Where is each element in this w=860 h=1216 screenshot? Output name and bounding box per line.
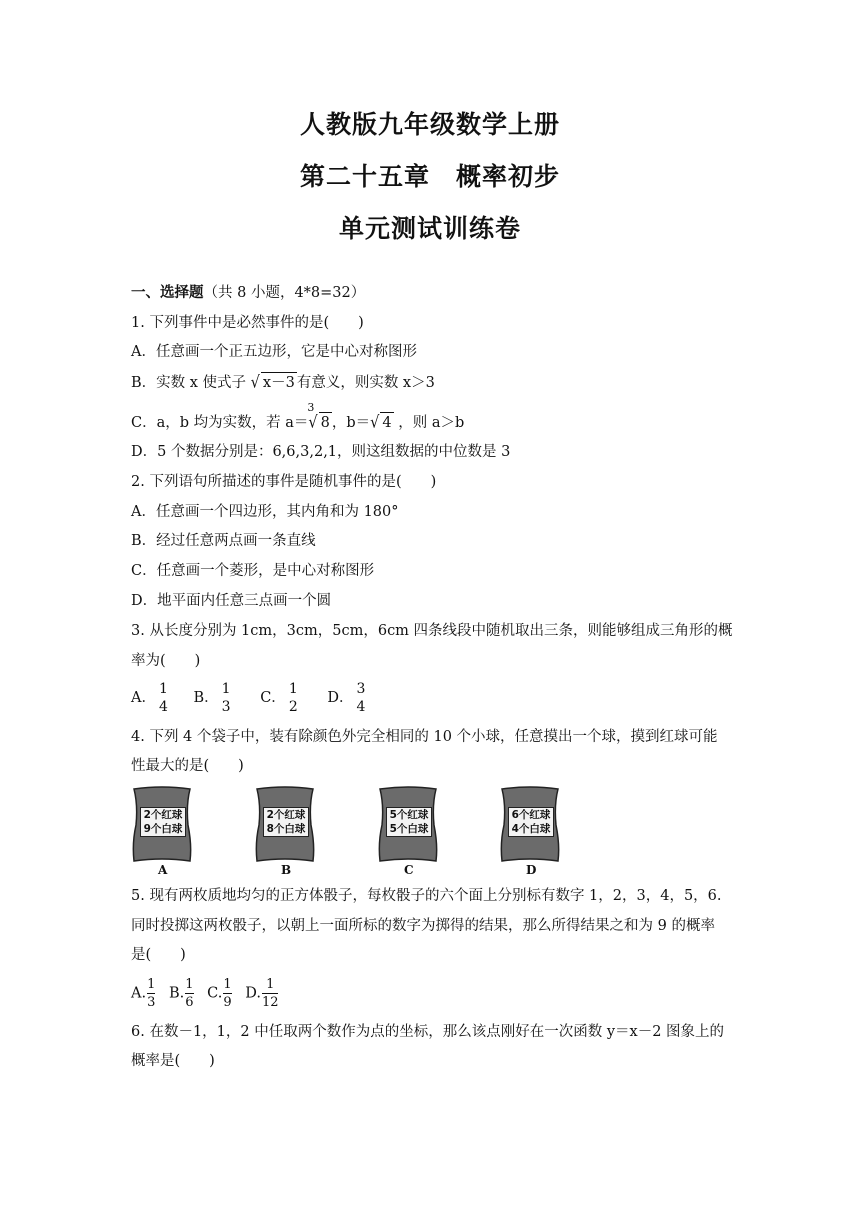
bag-d-letter: D — [526, 863, 537, 877]
bag-d-label: 6个红球 4个白球 — [508, 807, 554, 837]
bag-a — [130, 785, 194, 867]
q5-option-a: A. $\frac{1}{3}$ — [131, 977, 156, 1010]
q1-c-root-index: 3 — [307, 401, 315, 414]
q5-stem-line2: 同时投掷这两枚骰子，以朝上一面所标的数字为掷得的结果，那么所得结果之和为 9 的概率 — [131, 918, 715, 934]
bag-c-letter: C — [404, 863, 414, 877]
fraction: 1 3 — [221, 681, 231, 715]
q3-stem-line1: 3. 从长度分别为 1cm，3cm，5cm，6cm 四条线段中随机取出三条，则能够组成三角形的概 — [131, 623, 733, 639]
q2-option-d: D．地平面内任意三点画一个圆 — [131, 593, 332, 609]
q4-stem-line2: 性最大的是( ) — [131, 758, 244, 774]
bag-c-label: 5个红球 5个白球 — [386, 807, 432, 837]
q1-c-radicand2: 4 — [380, 412, 393, 433]
fraction: 1 2 — [288, 681, 298, 715]
q1-b-post: 有意义，则实数 x＞3 — [296, 375, 435, 391]
bag-a-label: 2个红球 9个白球 — [140, 807, 186, 837]
q2-option-c: C．任意画一个菱形，是中心对称图形 — [131, 563, 375, 579]
q1-option-b — [131, 372, 435, 393]
radical-sign: √ — [370, 413, 380, 433]
radical-sign: √ — [250, 373, 260, 393]
q3-options — [131, 680, 368, 716]
q3-stem-line2: 率为( ) — [131, 653, 201, 669]
bag-c — [376, 785, 440, 867]
q2-stem: 2. 下列语句所描述的事件是随机事件的是( ) — [131, 474, 437, 490]
q1-b-pre: B．实数 x 使式子 — [131, 375, 251, 391]
q5-stem-line1: 5. 现有两枚质地均匀的正方体骰子，每枚骰子的六个面上分别标有数字 1，2，3，4，5，6. — [131, 888, 722, 904]
fraction: $\frac{1}{9}$ — [223, 977, 232, 1010]
q3-option-d: D． 3 4 — [327, 681, 366, 715]
fraction: $\frac{1}{3}$ — [147, 977, 156, 1010]
q1-stem: 1. 下列事件中是必然事件的是( ) — [131, 315, 364, 331]
bag-d — [498, 785, 562, 867]
q3-option-a: A． 1 4 — [131, 681, 168, 715]
q1-c-pre: C．a，b 均为实数，若 a＝ — [131, 415, 309, 431]
radical-sign: √ — [308, 413, 318, 433]
q3-option-c: C． 1 2 — [260, 681, 298, 715]
q5-options — [131, 976, 279, 1011]
q4-stem-line1: 4. 下列 4 个袋子中，装有除颜色外完全相同的 10 个小球，任意摸出一个球，摸到红球可能 — [131, 729, 718, 745]
chapter-title: 第二十五章 概率初步 — [299, 162, 560, 191]
bag-b — [253, 785, 317, 867]
q1-option-d: D．5 个数据分别是：6,6,3,2,1，则这组数据的中位数是 3 — [131, 444, 511, 460]
test-title: 单元测试训练卷 — [338, 214, 521, 243]
q1-c-cuberoot — [307, 401, 331, 433]
q1-option-a: A．任意画一个正五边形，它是中心对称图形 — [131, 344, 417, 360]
fraction: $\frac{1}{6}$ — [185, 977, 194, 1010]
q1-option-c — [131, 401, 465, 433]
q1-c-post: ，则 a＞b — [393, 415, 465, 431]
q5-option-d: D. $\frac{1}{12}$ — [245, 977, 279, 1010]
section-heading-note: （共 8 小题，4*8=32） — [203, 285, 366, 301]
bag-b-label: 2个红球 8个白球 — [263, 807, 309, 837]
q6-stem-line2: 概率是( ) — [131, 1053, 215, 1069]
q6-stem-line1: 6. 在数－1，1，2 中任取两个数作为点的坐标，那么该点刚好在一次函数 y＝x－2 图象上的 — [131, 1024, 725, 1040]
fraction: 3 4 — [356, 681, 366, 715]
section-heading — [131, 283, 365, 303]
q2-option-b: B．经过任意两点画一条直线 — [131, 533, 316, 549]
q1-c-mid: ，b＝ — [331, 415, 371, 431]
bag-b-letter: B — [281, 863, 292, 877]
q1-c-radicand1: 8 — [319, 412, 332, 433]
q2-option-a: A．任意画一个四边形，其内角和为 180° — [131, 504, 399, 520]
bag-a-letter: A — [158, 863, 168, 877]
section-heading-label: 一、选择题 — [131, 285, 204, 301]
q5-option-b: B. $\frac{1}{6}$ — [168, 977, 194, 1010]
q5-option-c: C. $\frac{1}{9}$ — [207, 977, 232, 1010]
fraction: 1 4 — [158, 681, 168, 715]
q3-option-b: B． 1 3 — [193, 681, 231, 715]
fraction: $\frac{1}{12}$ — [261, 977, 279, 1010]
q5-stem-line3: 是( ) — [131, 947, 186, 963]
document-title: 人教版九年级数学上册 — [299, 110, 560, 139]
q1-b-radicand: x－3 — [261, 372, 297, 393]
